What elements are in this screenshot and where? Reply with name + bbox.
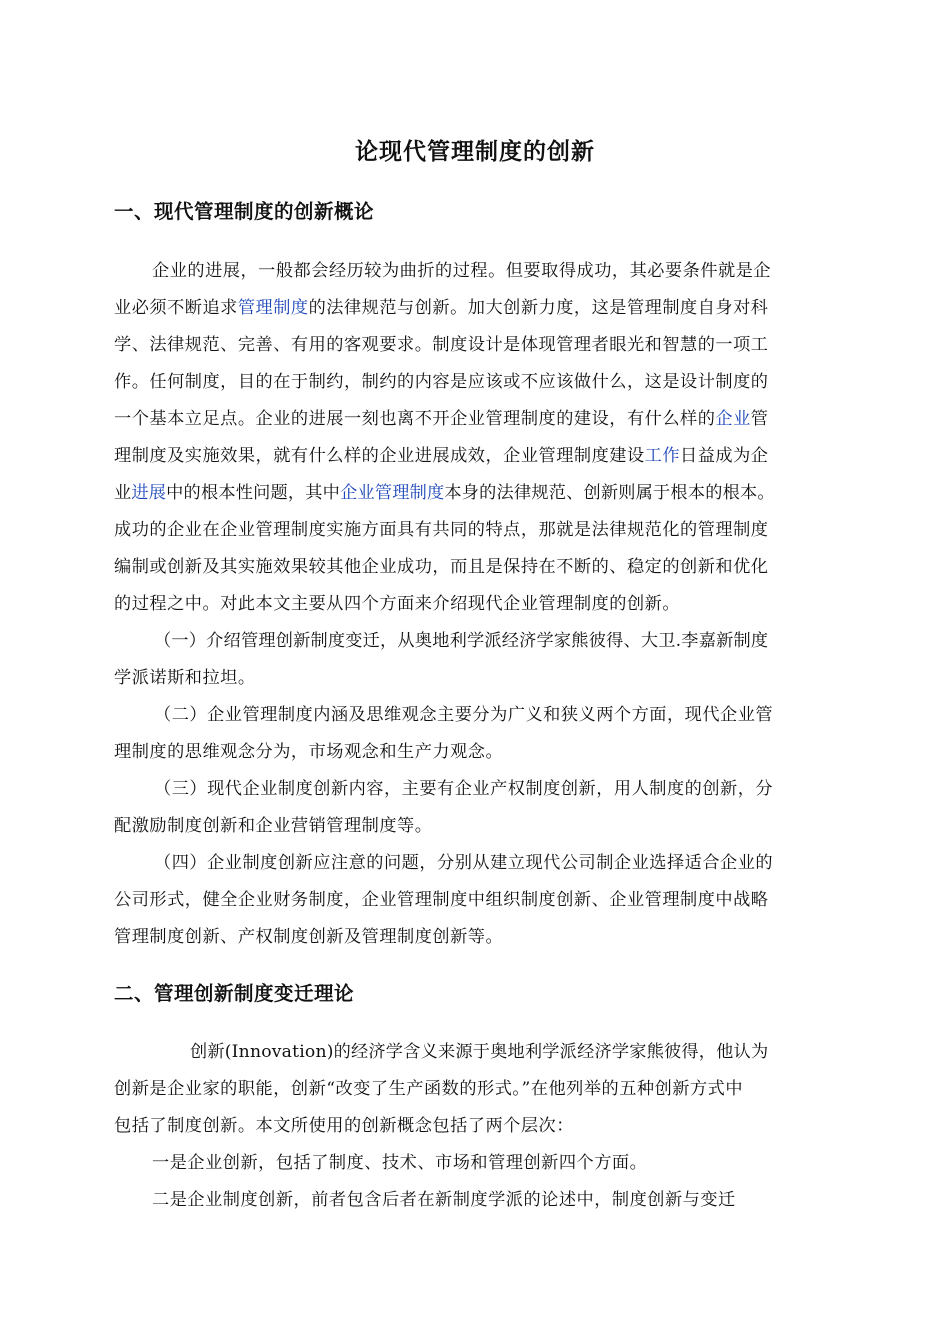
text-span: 日益成为企 bbox=[680, 446, 769, 466]
paragraph-line: 一是企业创新，包括了制度、技术、市场和管理创新四个方面。 bbox=[152, 1153, 648, 1173]
link-work[interactable]: 工作 bbox=[644, 446, 681, 466]
paragraph-line bbox=[114, 481, 854, 505]
paragraph-line: 编制或创新及其实施效果较其他企业成功，而且是保持在不断的、稳定的创新和优化 bbox=[114, 557, 769, 577]
list-item-line: （三）现代企业制度创新内容，主要有企业产权制度创新，用人制度的创新，分 bbox=[154, 779, 774, 799]
text-span: 本身的法律规范、创新则属于根本的根本。 bbox=[444, 483, 775, 503]
text-span: 业必须不断追求 bbox=[114, 298, 238, 318]
list-item-line: 管理制度创新、产权制度创新及管理制度创新等。 bbox=[114, 927, 504, 947]
text-span: 管 bbox=[750, 409, 769, 429]
link-enterprise[interactable]: 企业 bbox=[715, 409, 751, 429]
text-span: 一个基本立足点。企业的进展一刻也离不开企业管理制度的建设，有什么样的 bbox=[114, 409, 716, 429]
list-item-line: 学派诺斯和拉坦。 bbox=[114, 668, 256, 688]
list-item-line: （一）介绍管理创新制度变迁，从奥地利学派经济学家熊彼得、大卫.李嘉新制度 bbox=[154, 631, 769, 651]
link-development[interactable]: 进展 bbox=[131, 483, 167, 503]
text-span: 理制度及实施效果，就有什么样的企业进展成效，企业管理制度建设 bbox=[114, 446, 645, 466]
section-heading-1: 一、现代管理制度的创新概论 bbox=[114, 200, 375, 223]
paragraph-line: 包括了制度创新。本文所使用的创新概念包括了两个层次： bbox=[114, 1116, 574, 1136]
paragraph-line: 企业的进展，一般都会经历较为曲折的过程。但要取得成功，其必要条件就是企 bbox=[152, 261, 772, 281]
document-title: 论现代管理制度的创新 bbox=[355, 139, 595, 165]
paragraph-line: 二是企业制度创新，前者包含后者在新制度学派的论述中，制度创新与变迁 bbox=[152, 1190, 736, 1210]
paragraph-line bbox=[114, 407, 854, 431]
text-span: 中的根本性问题，其中 bbox=[166, 483, 341, 503]
paragraph-line bbox=[114, 296, 854, 320]
list-item-line: 公司形式，健全企业财务制度，企业管理制度中组织制度创新、企业管理制度中战略 bbox=[114, 890, 769, 910]
paragraph-line: 创新(Innovation)的经济学含义来源于奥地利学派经济学家熊彼得，他认为 bbox=[190, 1042, 769, 1062]
list-item-line: 配激励制度创新和企业营销管理制度等。 bbox=[114, 816, 433, 836]
paragraph-line: 学、法律规范、完善、有用的客观要求。制度设计是体现管理者眼光和智慧的一项工 bbox=[114, 335, 769, 355]
section-heading-2: 二、管理创新制度变迁理论 bbox=[114, 982, 355, 1005]
list-item-line: （二）企业管理制度内涵及思维观念主要分为广义和狭义两个方面，现代企业管 bbox=[154, 705, 774, 725]
link-management-system[interactable]: 管理制度 bbox=[237, 298, 309, 318]
paragraph-line: 作。任何制度，目的在于制约，制约的内容是应该或不应该做什么，这是设计制度的 bbox=[114, 372, 769, 392]
paragraph-line: 成功的企业在企业管理制度实施方面具有共同的特点，那就是法律规范化的管理制度 bbox=[114, 520, 769, 540]
list-item-line: （四）企业制度创新应注意的问题，分别从建立现代公司制企业选择适合企业的 bbox=[154, 853, 774, 873]
paragraph-line: 创新是企业家的职能，创新“改变了生产函数的形式。”在他列举的五种创新方式中 bbox=[114, 1079, 744, 1099]
text-span: 业 bbox=[114, 483, 132, 503]
text-span: 的法律规范与创新。加大创新力度，这是管理制度自身对科 bbox=[308, 298, 769, 318]
paragraph-line bbox=[114, 444, 854, 468]
list-item-line: 理制度的思维观念分为，市场观念和生产力观念。 bbox=[114, 742, 504, 762]
paragraph-line: 的过程之中。对此本文主要从四个方面来介绍现代企业管理制度的创新。 bbox=[114, 594, 681, 614]
link-enterprise-management-system[interactable]: 企业管理制度 bbox=[340, 483, 445, 503]
